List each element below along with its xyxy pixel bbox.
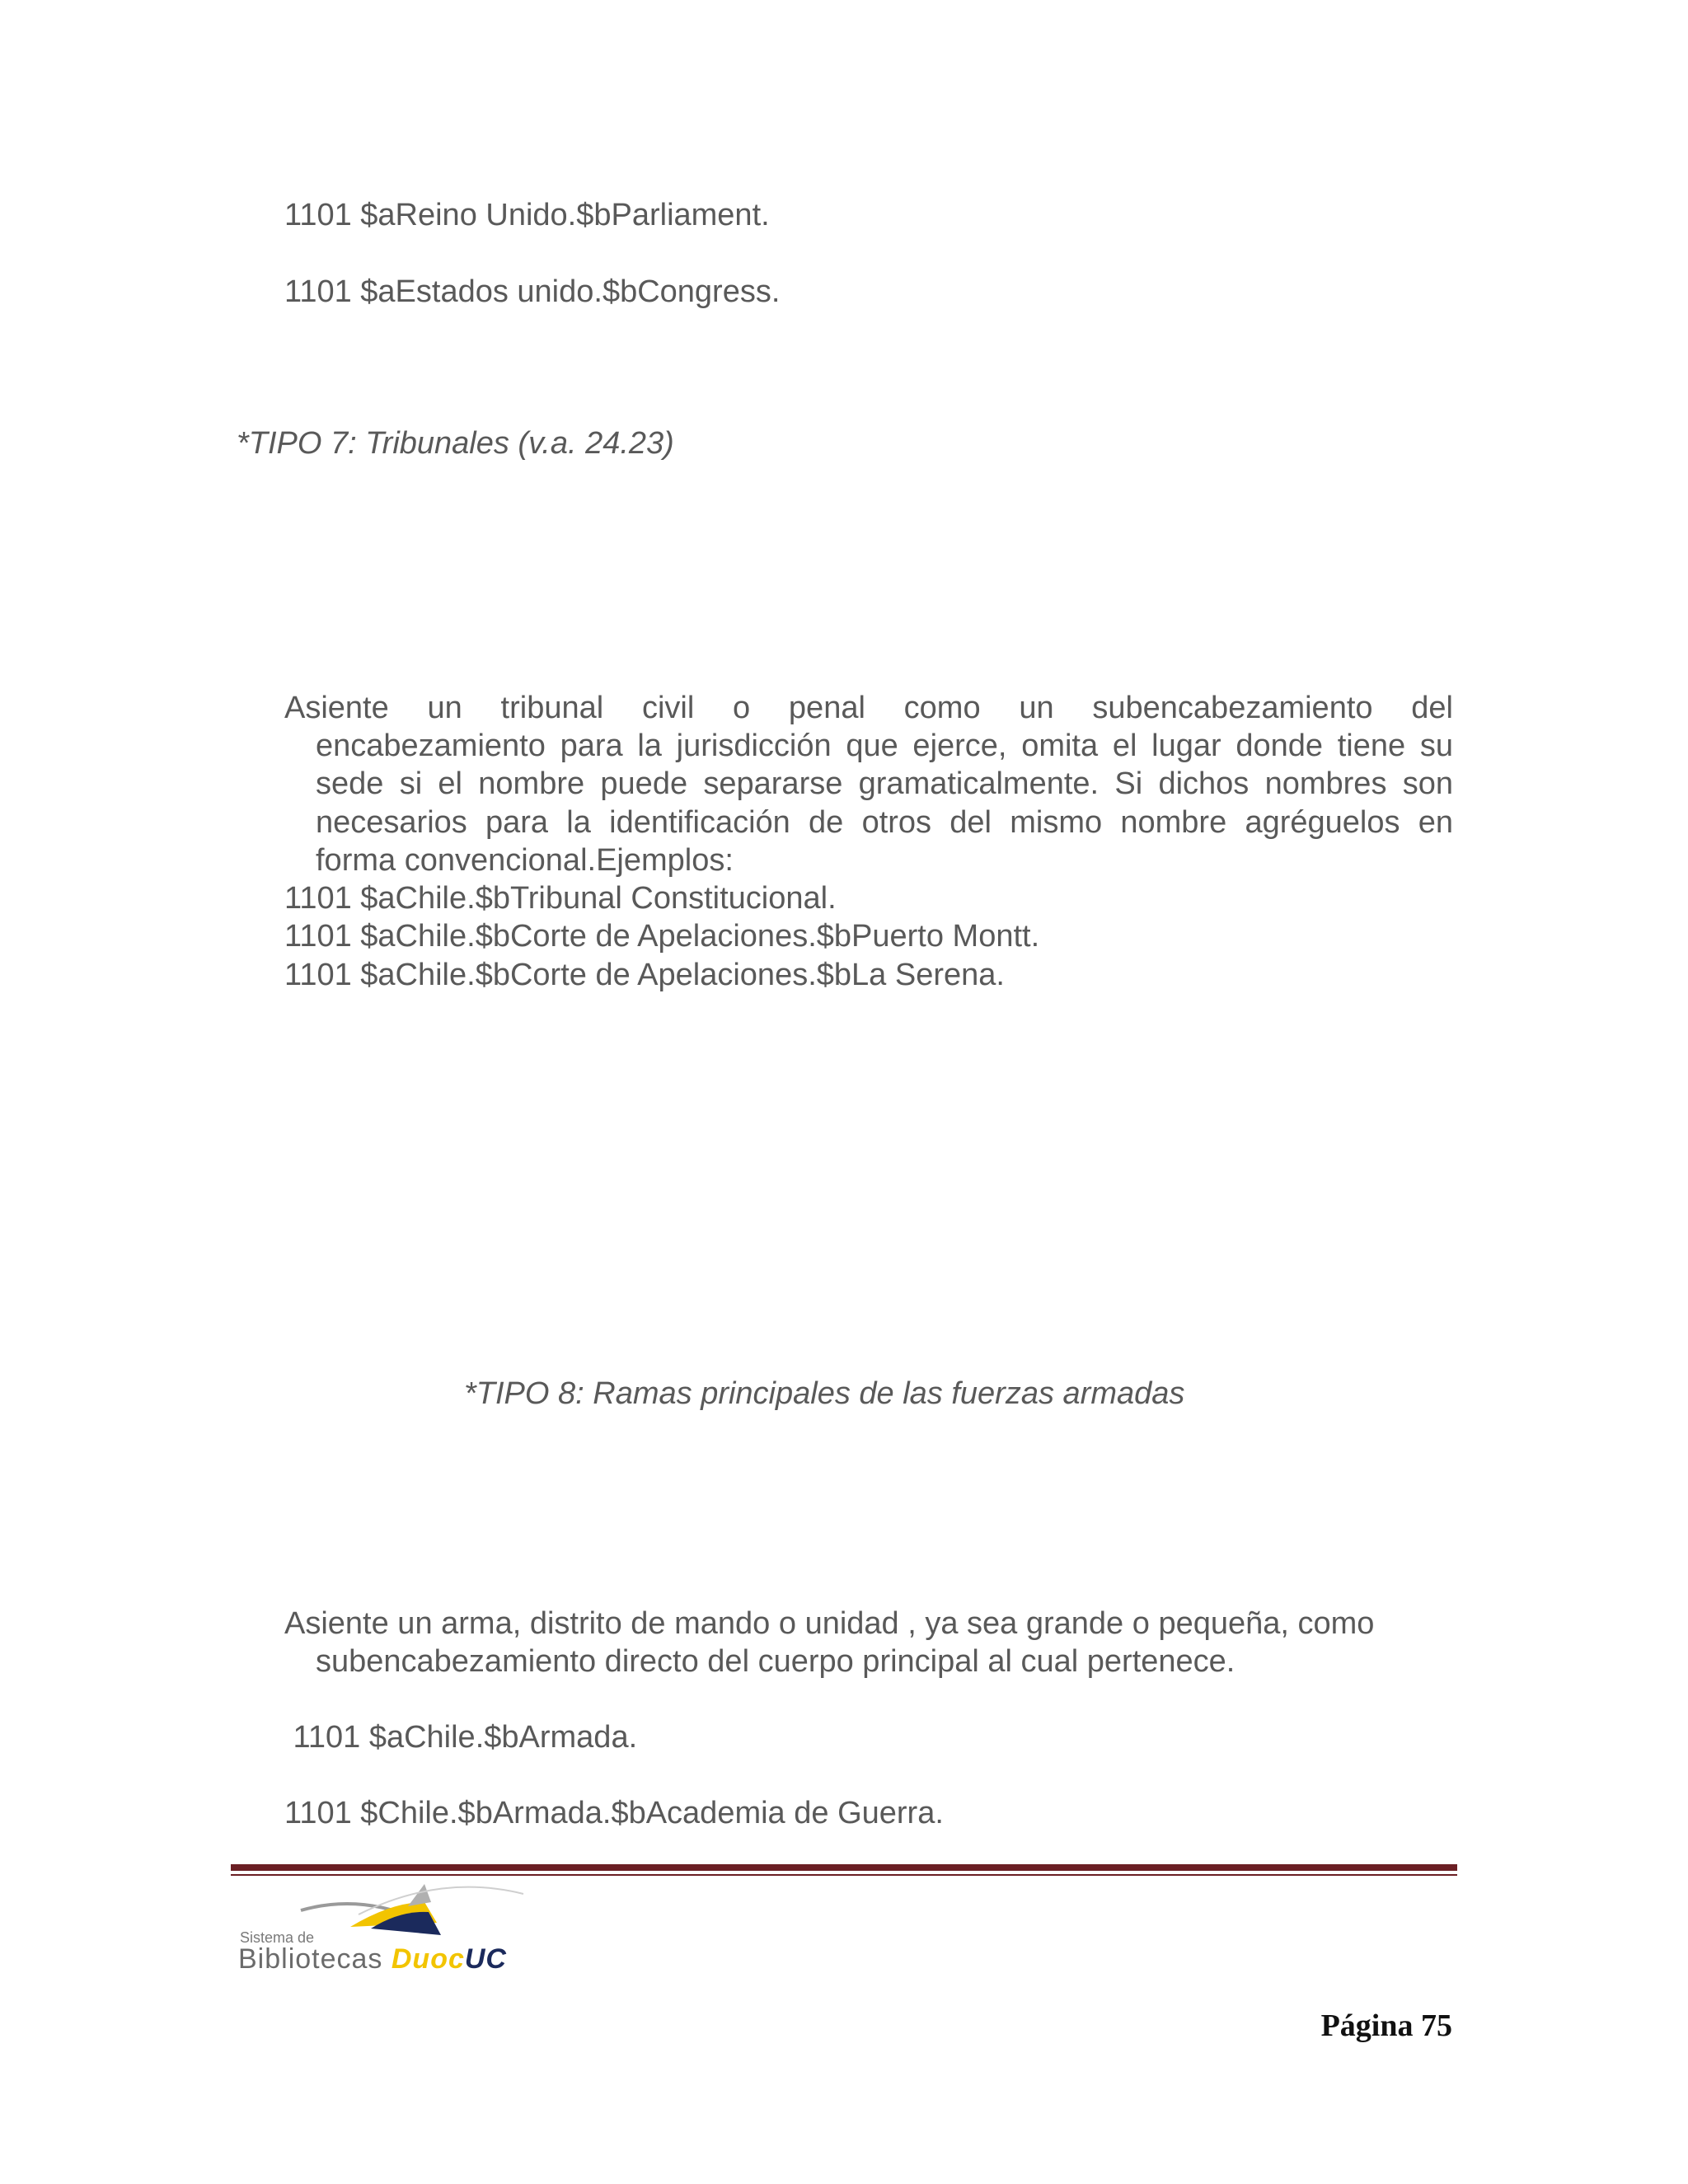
logo-text-small: Sistema de — [240, 1929, 315, 1946]
section-heading-tipo8: *TIPO 8: Ramas principales de las fuerzas armadas — [464, 1376, 1185, 1411]
example-line: 1101 $aChile.$bCorte de Apelaciones.$bPuerto Montt. — [284, 919, 1040, 954]
example-line: 1101 $aChile.$bArmada. — [284, 1720, 638, 1755]
paragraph-line: forma convencional.Ejemplos: — [316, 843, 734, 878]
logo-word-duoc: Duoc — [391, 1943, 465, 1975]
page-number: Página 75 — [1320, 2008, 1452, 2043]
logo-text-main — [238, 1943, 507, 1975]
example-line: 1101 $aReino Unido.$bParliament. — [284, 198, 770, 232]
paragraph-line: sede si el nombre puede separarse gramaticalmente. Si dichos nombres son — [316, 766, 1453, 801]
paragraph-line: Asiente un arma, distrito de mando o unidad , ya sea grande o pequeña, como — [284, 1606, 1375, 1641]
paragraph-line: Asiente un tribunal civil o penal como un subencabezamiento del — [284, 691, 1453, 725]
section-heading-tipo7: *TIPO 7: Tribunales (v.a. 24.23) — [237, 426, 674, 461]
bibliotecas-duocuc-logo — [235, 1877, 581, 1975]
example-line: 1101 $aChile.$bTribunal Constitucional. — [284, 881, 837, 916]
logo-word-bibliotecas: Bibliotecas — [238, 1943, 383, 1975]
logo-word-uc: UC — [464, 1943, 507, 1975]
paragraph-line: necesarios para la identificación de otros del mismo nombre agréguelos en — [316, 805, 1453, 840]
paragraph-line: subencabezamiento directo del cuerpo principal al cual pertenece. — [316, 1644, 1236, 1679]
footer-divider-thin — [231, 1874, 1457, 1876]
example-line: 1101 $Chile.$bArmada.$bAcademia de Guerra. — [284, 1796, 944, 1830]
footer-divider — [231, 1864, 1457, 1871]
example-line: 1101 $aChile.$bCorte de Apelaciones.$bLa Serena. — [284, 958, 1005, 992]
example-line: 1101 $aEstados unido.$bCongress. — [284, 274, 781, 309]
paragraph-line: encabezamiento para la jurisdicción que ejerce, omita el lugar donde tiene su — [316, 729, 1453, 763]
